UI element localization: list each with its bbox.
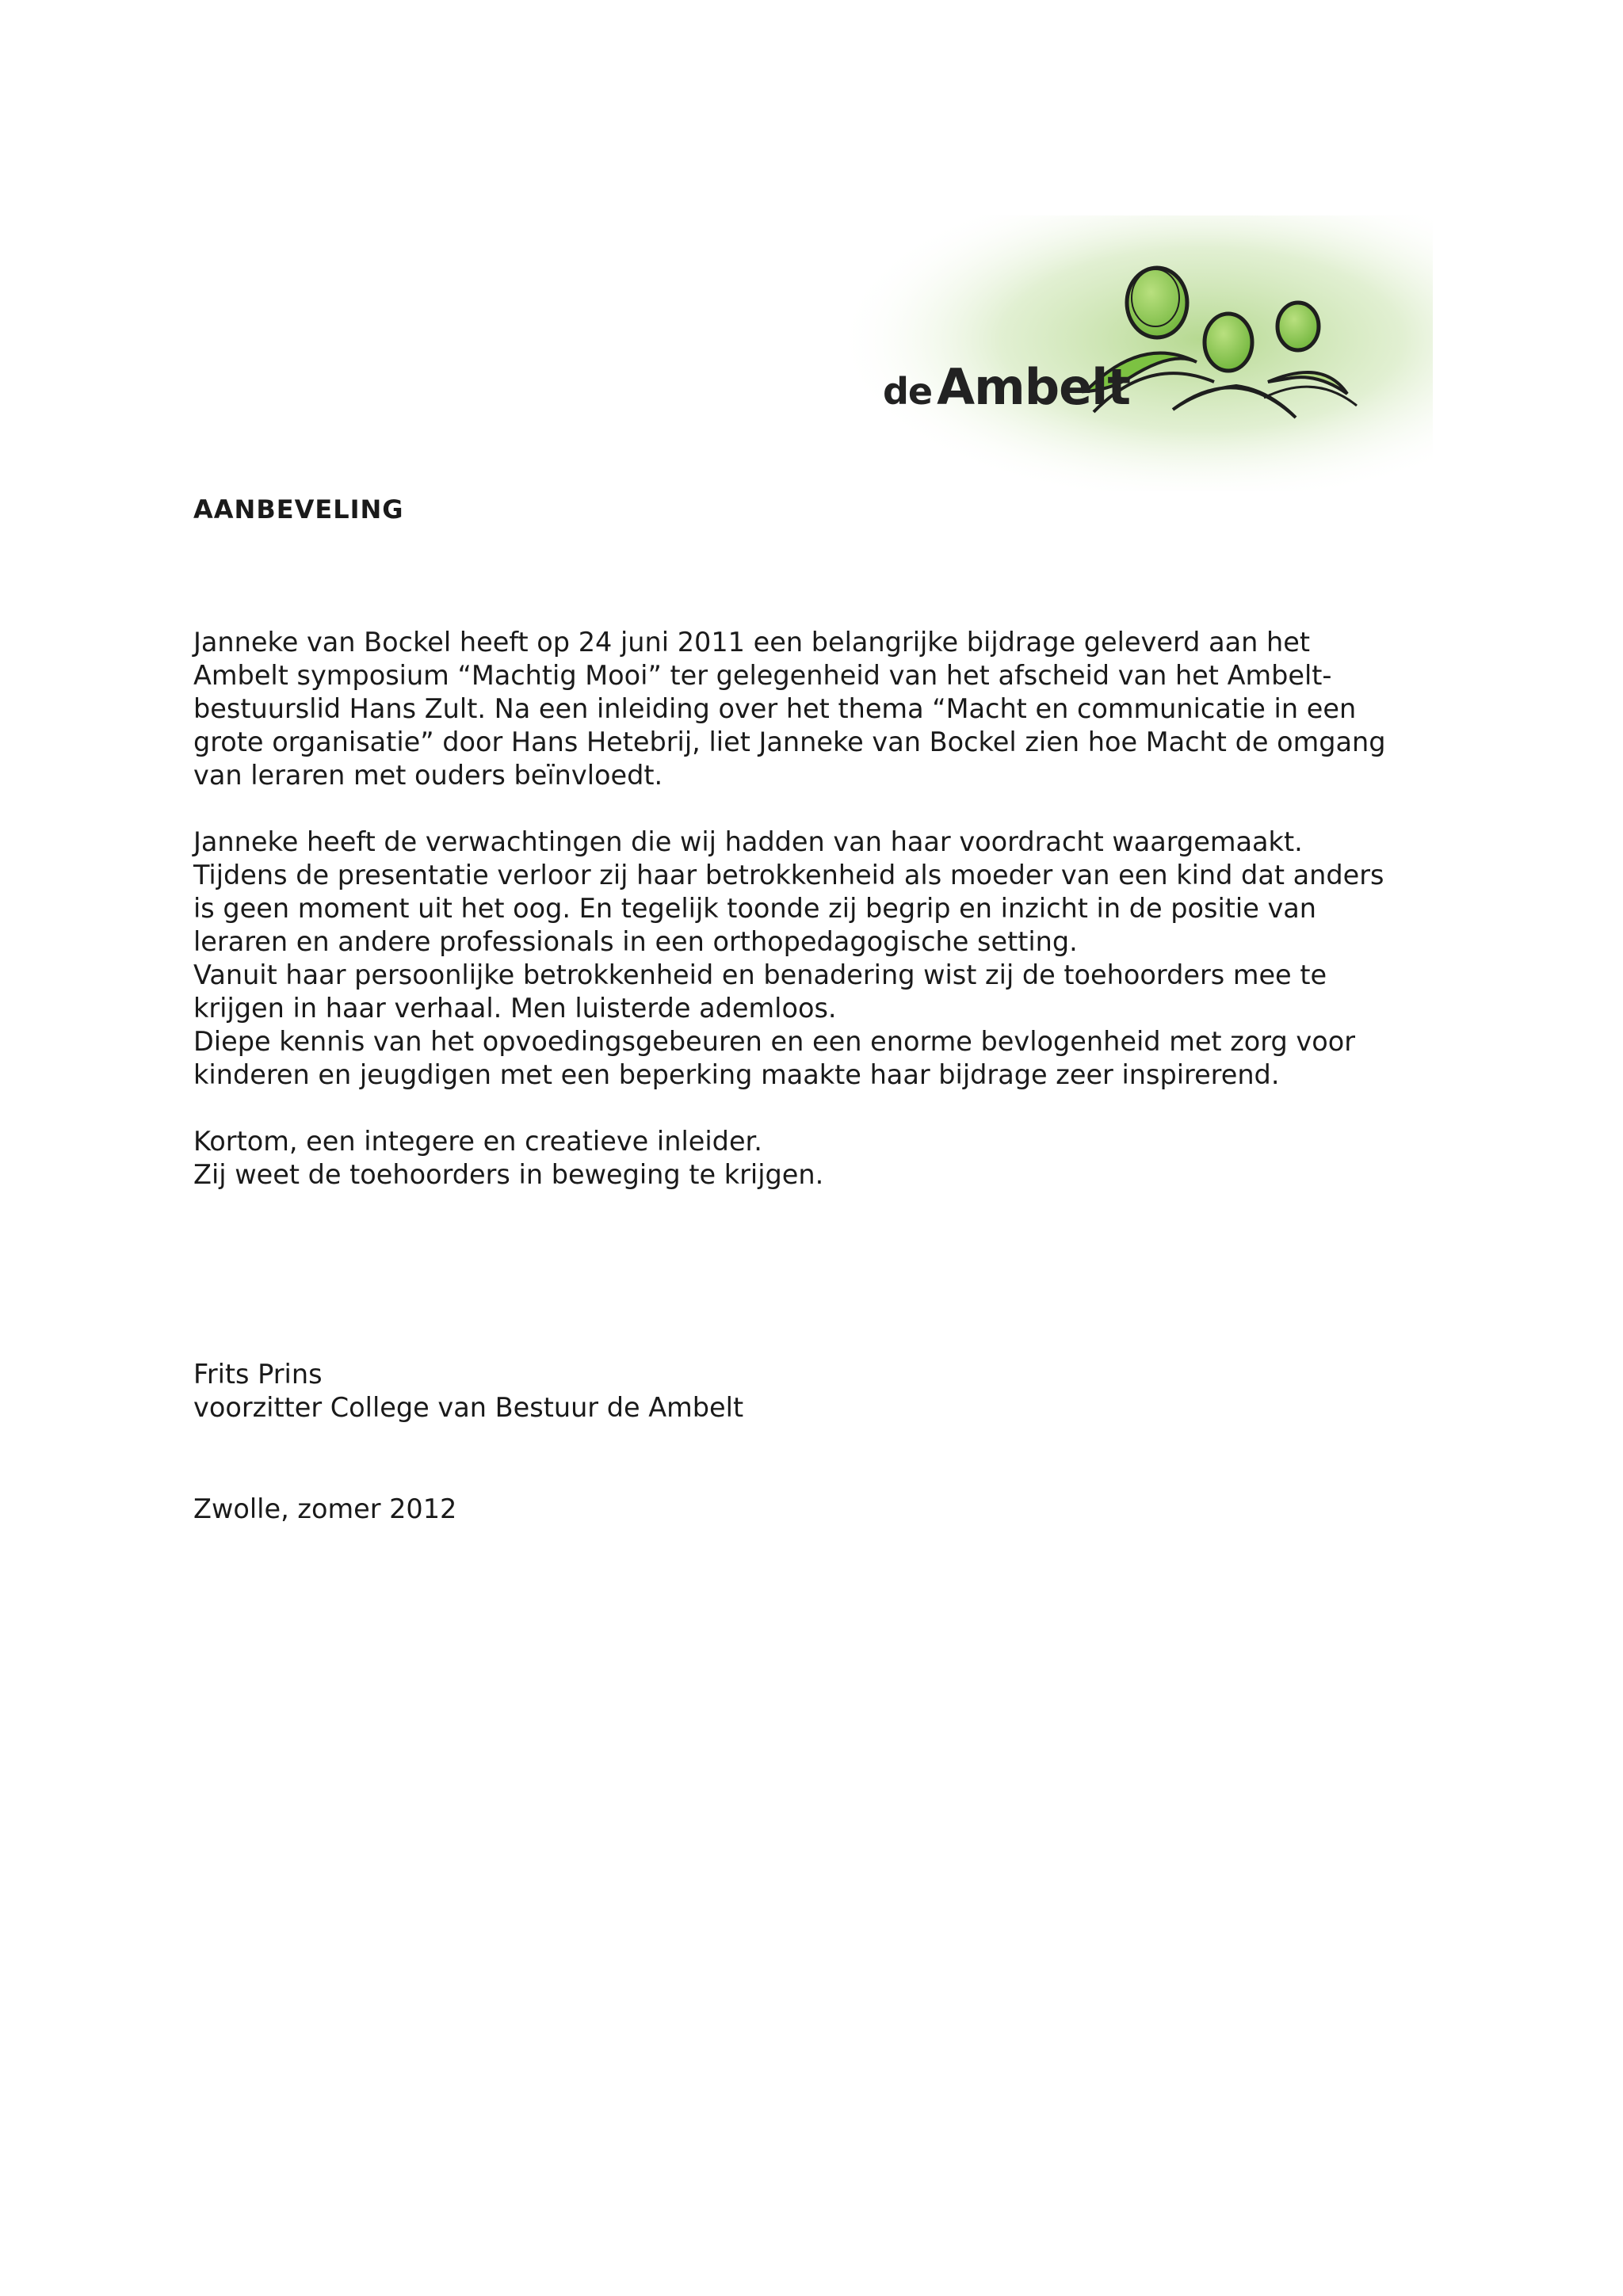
text-line: kinderen en jeugdigen met een beperking maakte haar bijdrage zeer inspirerend. (193, 1059, 1280, 1090)
logo-graphic (824, 215, 1433, 491)
text-line: Janneke van Bockel heeft op 24 juni 2011 een belangrijke bijdrage geleverd aan het (193, 627, 1310, 658)
text-line: van leraren met ouders beïnvloedt. (193, 760, 663, 791)
paragraph-summary (193, 1125, 1445, 1192)
logo-text-ambelt: Ambelt (937, 358, 1131, 416)
ambelt-logo (824, 215, 1433, 491)
text-line: Ambelt symposium “Machtig Mooi” ter gelegenheid van het afscheid van het Ambelt- (193, 660, 1332, 691)
logo-wordmark (883, 358, 1130, 416)
text-line: is geen moment uit het oog. En tegelijk toonde zij begrip en inzicht in de positie van (193, 893, 1317, 924)
signatory-role: voorzitter College van Bestuur de Ambelt (193, 1392, 744, 1423)
text-line: Kortom, een integere en creatieve inleider. (193, 1126, 762, 1157)
text-line: Diepe kennis van het opvoedingsgebeuren en een enorme bevlogenheid met zorg voor (193, 1026, 1355, 1057)
text-line: grote organisatie” door Hans Hetebrij, liet Janneke van Bockel zien hoe Macht de omgang (193, 727, 1386, 757)
text-line: Zij weet de toehoorders in beweging te krijgen. (193, 1159, 824, 1190)
text-line: Janneke heeft de verwachtingen die wij hadden van haar voordracht waargemaakt. (193, 826, 1303, 857)
paragraph-intro (193, 626, 1445, 792)
text-line: leraren en andere professionals in een orthopedagogische setting. (193, 926, 1078, 957)
place-date-text: Zwolle, zomer 2012 (193, 1493, 457, 1524)
logo-text-de: de (883, 370, 933, 413)
signature-block (193, 1358, 1445, 1425)
signatory-name: Frits Prins (193, 1359, 323, 1390)
document-title: AANBEVELING (193, 494, 404, 524)
text-line: krijgen in haar verhaal. Men luisterde ademloos. (193, 993, 837, 1024)
text-line: Vanuit haar persoonlijke betrokkenheid en benadering wist zij de toehoorders mee te (193, 959, 1327, 990)
text-line: Tijdens de presentatie verloor zij haar betrokkenheid als moeder van een kind dat anders (193, 860, 1384, 891)
paragraph-evaluation (193, 826, 1445, 1092)
text-line: bestuurslid Hans Zult. Na een inleiding over het thema “Macht en communicatie in een (193, 693, 1357, 724)
place-date (193, 1493, 1445, 1526)
